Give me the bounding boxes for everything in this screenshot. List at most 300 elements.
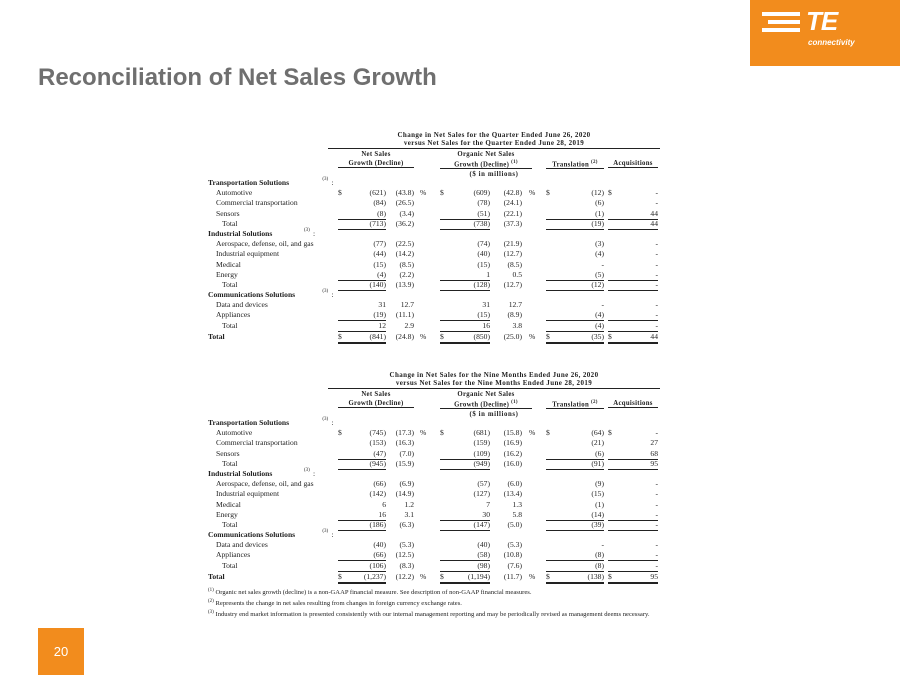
subtotal-row <box>208 321 658 331</box>
cell-aq: - <box>655 239 658 249</box>
cell-ns: (153) <box>369 438 386 448</box>
row-label: Appliances <box>216 310 251 320</box>
section-footnote-marker: (3) <box>322 289 329 295</box>
cell-aq: - <box>655 519 658 529</box>
cell-aq: - <box>655 279 658 289</box>
cell-og: (147) <box>473 519 490 529</box>
cell-aq: 68 <box>650 448 658 458</box>
cell-ns: (66) <box>373 550 386 560</box>
subtotal-row <box>208 520 658 530</box>
col-organic-1: Organic Net Sales <box>457 151 515 158</box>
row-label: Commercial transportation <box>216 438 298 448</box>
cell-aq: - <box>655 198 658 208</box>
cell-tr: (1) <box>595 208 604 218</box>
row-label: Communications Solutions <box>208 530 296 540</box>
cell-nsp: (6.9) <box>399 479 414 489</box>
cell-ogp: (8.5) <box>507 259 522 269</box>
section-colon: : <box>313 228 316 238</box>
cell-og: (109) <box>473 448 490 458</box>
section-header-row <box>208 290 658 300</box>
te-connectivity-logo <box>750 0 900 66</box>
nine-heading-1: Change in Net Sales for the Nine Months Ended June 26, 2020 <box>389 371 599 379</box>
row-label: Aerospace, defense, oil, and gas <box>216 479 314 489</box>
cell-aq: 44 <box>650 331 658 341</box>
cell-aq: - <box>655 540 658 550</box>
page-number: 20 <box>53 644 69 659</box>
section-header-row <box>208 229 658 239</box>
cell-nsp: (43.8) <box>395 188 414 198</box>
rule-line <box>546 572 604 584</box>
cell-ogp: (25.0) <box>503 331 522 341</box>
cell-og: (159) <box>473 438 490 448</box>
cell-tr: (15) <box>591 489 604 499</box>
col-net-sales-1: Net Sales <box>361 151 391 158</box>
dollar-sign: $ <box>440 188 444 198</box>
cell-ns: 31 <box>378 300 386 310</box>
col-translation <box>546 400 604 409</box>
col-translation-sup: (2) <box>591 400 598 405</box>
cell-aq: - <box>655 479 658 489</box>
units-label: ($ in millions) <box>469 411 519 418</box>
col-acquisitions: Acquisitions <box>608 400 658 408</box>
table-row <box>208 510 658 520</box>
cell-nsp: (24.8) <box>395 331 414 341</box>
rule-line <box>338 321 386 332</box>
cell-tr: (39) <box>591 519 604 529</box>
row-label: Medical <box>216 499 241 509</box>
table-row <box>208 209 658 219</box>
cell-tr: (1) <box>595 499 604 509</box>
percent-sign: % <box>420 428 427 438</box>
col-organic-2-text: Growth (Decline) <box>454 401 510 409</box>
cell-ns: (106) <box>369 560 386 570</box>
subtotal-row <box>208 219 658 229</box>
rule-line <box>546 321 604 332</box>
row-label: Energy <box>216 509 238 519</box>
cell-og: 30 <box>482 509 490 519</box>
col-translation-sup: (2) <box>591 160 598 165</box>
rule-line <box>608 332 658 344</box>
cell-tr: - <box>601 540 604 550</box>
cell-ogp: (12.7) <box>503 279 522 289</box>
rule-line <box>608 561 658 572</box>
cell-og: (74) <box>477 239 490 249</box>
cell-ogp: (5.3) <box>507 540 522 550</box>
row-label: Sensors <box>216 208 240 218</box>
row-label: Total <box>222 458 238 468</box>
cell-tr: (35) <box>591 331 604 341</box>
cell-aq: - <box>655 320 658 330</box>
cell-og: (609) <box>473 188 490 198</box>
cell-tr: - <box>601 259 604 269</box>
row-label: Appliances <box>216 550 251 560</box>
cell-nsp: (26.5) <box>395 198 414 208</box>
cell-ogp: (24.1) <box>503 198 522 208</box>
cell-og: (51) <box>477 208 490 218</box>
cell-nsp: (11.1) <box>395 310 414 320</box>
percent-sign: % <box>529 188 536 198</box>
cell-og: (15) <box>477 310 490 320</box>
cell-og: 16 <box>482 320 490 330</box>
logo-subtext: connectivity <box>808 38 855 47</box>
col-net-sales-2: Growth (Decline) <box>338 400 414 408</box>
cell-tr: (9) <box>595 479 604 489</box>
dollar-sign: $ <box>440 331 444 341</box>
col-translation <box>546 160 604 169</box>
cell-aq: - <box>655 509 658 519</box>
row-label: Commercial transportation <box>216 198 298 208</box>
cell-og: (98) <box>477 560 490 570</box>
percent-sign: % <box>529 331 536 341</box>
section-footnote-marker: (3) <box>322 177 329 182</box>
units-label: ($ in millions) <box>469 171 519 178</box>
quarter-rows <box>208 178 658 342</box>
cell-ogp: (21.9) <box>503 239 522 249</box>
nine-column-headers <box>208 389 658 411</box>
cell-ogp: 5.8 <box>512 509 522 519</box>
cell-ns: (44) <box>373 249 386 259</box>
subtotal-row <box>208 280 658 290</box>
cell-ogp: 3.8 <box>512 320 522 330</box>
cell-aq: 44 <box>650 208 658 218</box>
cell-og: (681) <box>473 428 490 438</box>
row-label: Total <box>208 571 225 581</box>
cell-nsp: (5.3) <box>399 540 414 550</box>
rule-line <box>440 332 490 344</box>
nine-heading-2: versus Net Sales for the Nine Months Ended June 28, 2019 <box>328 379 660 389</box>
rule-line <box>440 321 490 332</box>
percent-sign: % <box>529 571 536 581</box>
cell-ogp: (13.4) <box>503 489 522 499</box>
footnote-text: Organic net sales growth (decline) is a non-GAAP financial measure. See description of non-GAAP financial measures. <box>215 589 532 597</box>
cell-nsp: (12.5) <box>395 550 414 560</box>
row-label: Aerospace, defense, oil, and gas <box>216 239 314 249</box>
section-header-row <box>208 469 658 479</box>
table-row <box>208 449 658 459</box>
col-net-sales-1: Net Sales <box>361 391 391 398</box>
quarter-table <box>208 131 658 342</box>
section-colon: : <box>331 530 334 540</box>
cell-aq: - <box>655 188 658 198</box>
table-row <box>208 239 658 249</box>
cell-ogp: (6.0) <box>507 479 522 489</box>
section-colon: : <box>331 178 334 187</box>
dollar-sign: $ <box>608 428 612 438</box>
table-row <box>208 249 658 259</box>
footnote-marker: (1) <box>208 588 214 593</box>
cell-ns: (15) <box>373 259 386 269</box>
section-header-row <box>208 530 658 540</box>
cell-ns: (140) <box>369 279 386 289</box>
cell-ogp: (11.7) <box>503 571 522 581</box>
footnote-marker: (3) <box>208 610 214 616</box>
grand-total-row <box>208 332 658 342</box>
table-row <box>208 310 658 320</box>
row-label: Energy <box>216 269 238 279</box>
percent-sign: % <box>529 428 536 438</box>
logo-text: TE <box>806 6 838 36</box>
rule-line <box>338 572 386 584</box>
table-row <box>208 479 658 489</box>
cell-og: (738) <box>473 218 490 228</box>
table-row <box>208 300 658 310</box>
cell-nsp: (15.9) <box>395 458 414 468</box>
cell-ogp: (37.3) <box>503 218 522 228</box>
row-label: Industrial equipment <box>216 489 280 499</box>
cell-og: (127) <box>473 489 490 499</box>
cell-og: (15) <box>477 259 490 269</box>
cell-nsp: 12.7 <box>400 300 414 310</box>
row-label: Data and devices <box>216 540 268 550</box>
row-label: Data and devices <box>216 300 268 310</box>
rule-line <box>440 572 490 584</box>
dollar-sign: $ <box>546 331 550 341</box>
cell-og: (57) <box>477 479 490 489</box>
grand-total-row <box>208 572 658 582</box>
cell-ogp: 0.5 <box>512 269 522 279</box>
footnote-text: Industry end market information is presented consistently with our internal management reporting and may be periodically revised as management deems necessary. <box>215 611 650 619</box>
cell-tr: (4) <box>595 320 604 330</box>
section-header-row <box>208 178 658 188</box>
col-acquisitions: Acquisitions <box>608 160 658 168</box>
table-row <box>208 260 658 270</box>
row-label: Sensors <box>216 448 240 458</box>
section-colon: : <box>331 418 334 427</box>
rule-line <box>608 572 658 584</box>
cell-aq: - <box>655 310 658 320</box>
table-row <box>208 428 658 438</box>
rule-line <box>338 561 386 572</box>
cell-nsp: 2.9 <box>404 320 414 330</box>
row-label: Transportation Solutions <box>208 418 290 427</box>
cell-nsp: (7.0) <box>399 448 414 458</box>
cell-og: 31 <box>482 300 490 310</box>
cell-nsp: 3.1 <box>404 509 414 519</box>
rule-line <box>440 561 490 572</box>
col-net-sales-2: Growth (Decline) <box>338 160 414 168</box>
col-organic-2 <box>440 400 532 409</box>
cell-aq: - <box>655 550 658 560</box>
cell-nsp: (3.4) <box>399 208 414 218</box>
cell-ogp: (8.9) <box>507 310 522 320</box>
cell-og: (78) <box>477 198 490 208</box>
cell-og: (949) <box>473 458 490 468</box>
row-label: Total <box>222 519 238 529</box>
cell-ogp: (16.9) <box>503 438 522 448</box>
row-label: Industrial equipment <box>216 249 280 259</box>
row-label: Medical <box>216 259 241 269</box>
cell-aq: 95 <box>650 571 658 581</box>
table-row <box>208 438 658 448</box>
cell-tr: (19) <box>591 218 604 228</box>
cell-ns: (77) <box>373 239 386 249</box>
nine-rows <box>208 418 658 582</box>
cell-tr: (3) <box>595 239 604 249</box>
cell-nsp: (16.3) <box>395 438 414 448</box>
cell-ns: (621) <box>369 188 386 198</box>
col-organic-sup: (1) <box>511 160 518 165</box>
cell-og: (58) <box>477 550 490 560</box>
row-label: Total <box>222 218 238 228</box>
row-label: Communications Solutions <box>208 290 296 300</box>
row-label: Automotive <box>216 428 253 438</box>
cell-ogp: (10.8) <box>503 550 522 560</box>
cell-aq: - <box>655 499 658 509</box>
row-label: Industrial Solutions <box>208 468 273 478</box>
section-header-row <box>208 418 658 428</box>
section-footnote-marker: (3) <box>322 529 329 535</box>
dollar-sign: $ <box>338 428 342 438</box>
cell-tr: (21) <box>591 438 604 448</box>
quarter-column-headers <box>208 149 658 171</box>
cell-aq: - <box>655 259 658 269</box>
cell-ns: (40) <box>373 540 386 550</box>
cell-og: (40) <box>477 540 490 550</box>
section-footnote-marker: (3) <box>304 227 310 233</box>
cell-tr: (138) <box>587 571 604 581</box>
cell-nsp: (22.5) <box>395 239 414 249</box>
cell-aq: - <box>655 269 658 279</box>
cell-nsp: (2.2) <box>399 269 414 279</box>
cell-ns: (19) <box>373 310 386 320</box>
cell-og: 7 <box>486 499 490 509</box>
section-footnote-marker: (3) <box>304 467 310 473</box>
cell-ogp: (16.0) <box>503 458 522 468</box>
cell-ns: (1,237) <box>363 571 386 581</box>
cell-aq: - <box>655 428 658 438</box>
dollar-sign: $ <box>546 188 550 198</box>
cell-nsp: 1.2 <box>404 499 414 509</box>
te-logo-icon <box>762 10 802 34</box>
cell-ns: (47) <box>373 448 386 458</box>
cell-ogp: (7.6) <box>507 560 522 570</box>
cell-tr: (6) <box>595 448 604 458</box>
cell-tr: (8) <box>595 560 604 570</box>
cell-ns: (745) <box>369 428 386 438</box>
percent-sign: % <box>420 331 427 341</box>
row-label: Total <box>222 279 238 289</box>
rule-line <box>608 321 658 332</box>
cell-aq: 44 <box>650 218 658 228</box>
cell-og: (1,194) <box>467 571 490 581</box>
cell-aq: 95 <box>650 458 658 468</box>
cell-tr: (6) <box>595 198 604 208</box>
cell-nsp: (17.3) <box>395 428 414 438</box>
cell-ns: 6 <box>382 499 386 509</box>
cell-og: (40) <box>477 249 490 259</box>
dollar-sign: $ <box>546 571 550 581</box>
table-row <box>208 550 658 560</box>
cell-tr: - <box>601 300 604 310</box>
cell-tr: (14) <box>591 509 604 519</box>
cell-nsp: (8.3) <box>399 560 414 570</box>
cell-aq: - <box>655 300 658 310</box>
quarter-heading-1: Change in Net Sales for the Quarter Ended June 26, 2020 <box>397 131 591 139</box>
cell-aq: - <box>655 249 658 259</box>
cell-tr: (12) <box>591 188 604 198</box>
dollar-sign: $ <box>338 188 342 198</box>
dollar-sign: $ <box>440 571 444 581</box>
dollar-sign: $ <box>546 428 550 438</box>
col-organic-2 <box>440 160 532 169</box>
cell-ns: 12 <box>378 320 386 330</box>
cell-ogp: (22.1) <box>503 208 522 218</box>
cell-ns: (841) <box>369 331 386 341</box>
cell-nsp: (6.3) <box>399 519 414 529</box>
cell-aq: 27 <box>650 438 658 448</box>
percent-sign: % <box>420 571 427 581</box>
table-row <box>208 489 658 499</box>
row-label: Automotive <box>216 188 253 198</box>
cell-ns: (142) <box>369 489 386 499</box>
percent-sign: % <box>420 188 427 198</box>
cell-ogp: (5.0) <box>507 519 522 529</box>
cell-ogp: 12.7 <box>508 300 522 310</box>
col-organic-1: Organic Net Sales <box>457 391 515 398</box>
table-row <box>208 500 658 510</box>
cell-og: (128) <box>473 279 490 289</box>
footnotes <box>208 586 658 620</box>
cell-ns: (8) <box>377 208 386 218</box>
cell-nsp: (8.5) <box>399 259 414 269</box>
dollar-sign: $ <box>440 428 444 438</box>
col-organic-2-text: Growth (Decline) <box>454 161 510 169</box>
cell-og: (850) <box>473 331 490 341</box>
dollar-sign: $ <box>608 571 612 581</box>
footnote-marker: (2) <box>208 599 214 605</box>
cell-tr: (4) <box>595 249 604 259</box>
nine-months-table <box>208 371 658 582</box>
cell-ogp: (15.8) <box>503 428 522 438</box>
section-colon: : <box>313 468 316 478</box>
cell-ogp: 1.3 <box>512 499 522 509</box>
rule-line <box>546 561 604 572</box>
quarter-heading-2: versus Net Sales for the Quarter Ended June 28, 2019 <box>328 139 660 149</box>
cell-aq: - <box>655 560 658 570</box>
table-row <box>208 188 658 198</box>
col-translation-text: Translation <box>552 401 590 409</box>
cell-ns: 16 <box>378 509 386 519</box>
cell-ogp: (12.7) <box>503 249 522 259</box>
row-label: Total <box>208 331 225 341</box>
subtotal-row <box>208 459 658 469</box>
cell-nsp: (14.9) <box>395 489 414 499</box>
cell-nsp: (14.2) <box>395 249 414 259</box>
row-label: Total <box>222 320 238 330</box>
table-row <box>208 540 658 550</box>
col-translation-text: Translation <box>552 161 590 169</box>
table-row <box>208 198 658 208</box>
cell-nsp: (36.2) <box>395 218 414 228</box>
rule-line <box>338 332 386 344</box>
cell-ogp: (16.2) <box>503 448 522 458</box>
cell-ogp: (42.8) <box>503 188 522 198</box>
rule-line <box>546 332 604 344</box>
footnote-text: Represents the change in net sales resulting from changes in foreign currency exchange rates. <box>215 600 462 608</box>
cell-tr: (12) <box>591 279 604 289</box>
row-label: Transportation Solutions <box>208 178 290 187</box>
dollar-sign: $ <box>608 331 612 341</box>
section-footnote-marker: (3) <box>322 417 329 422</box>
cell-nsp: (12.2) <box>395 571 414 581</box>
dollar-sign: $ <box>338 331 342 341</box>
table-row <box>208 270 658 280</box>
col-organic-sup: (1) <box>511 400 518 405</box>
cell-og: 1 <box>486 269 490 279</box>
cell-ns: (66) <box>373 479 386 489</box>
section-colon: : <box>331 290 334 300</box>
cell-ns: (713) <box>369 218 386 228</box>
